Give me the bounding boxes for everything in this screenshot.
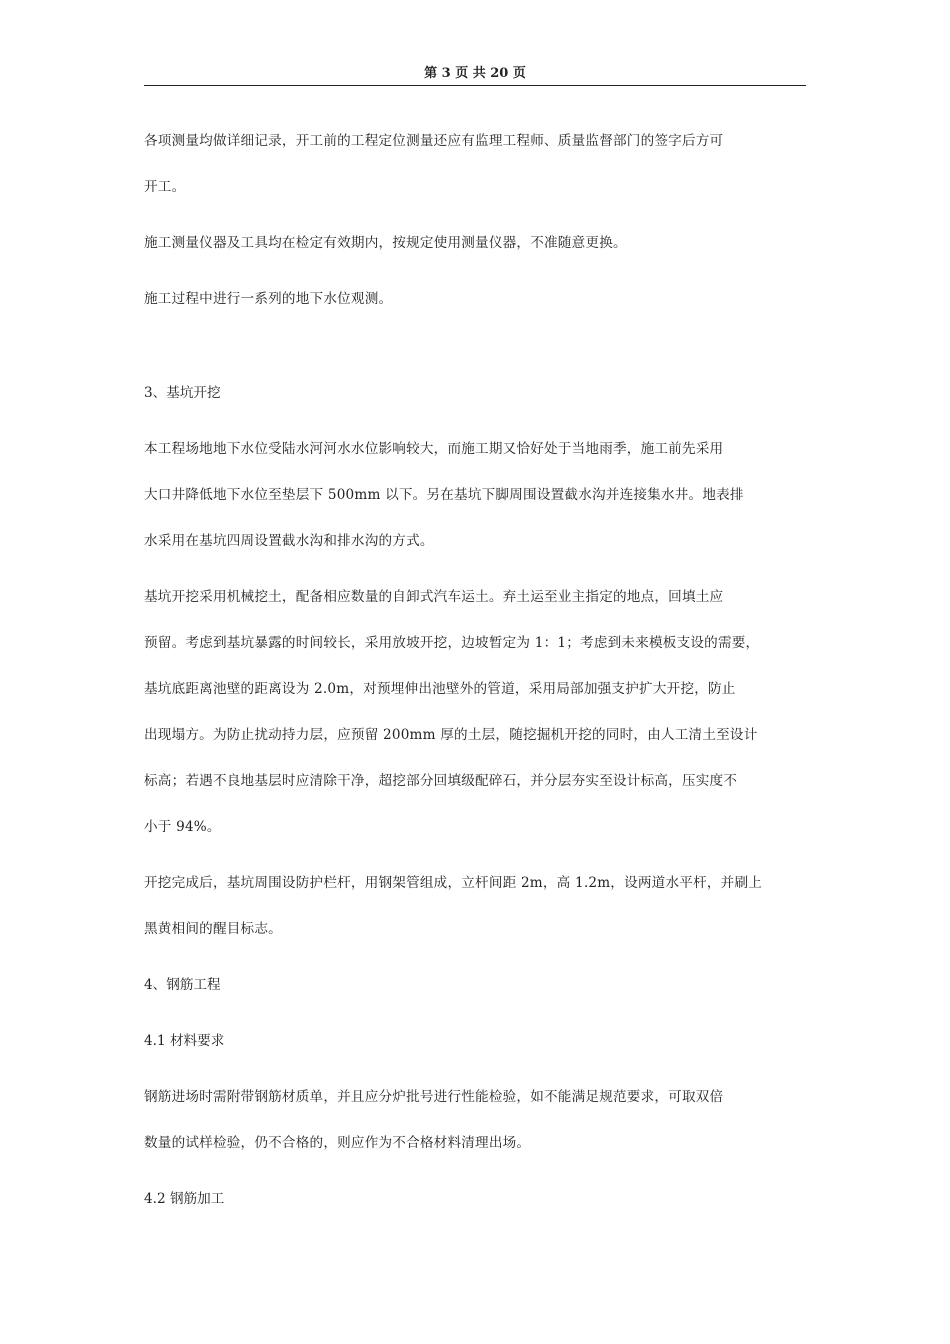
text-line: 数量的试样检验，仍不合格的，则应作为不合格材料清理出场。: [144, 1135, 531, 1151]
document-body: [144, 118, 812, 1232]
subsection-heading-materials: 4.1 材料要求: [144, 1033, 225, 1049]
page-indicator: 第 3 页 共 20 页: [424, 66, 526, 81]
paragraph-survey-records: [144, 118, 812, 210]
text-line: 水采用在基坑四周设置截水沟和排水沟的方式。: [144, 533, 434, 549]
text-line: 施工过程中进行一系列的地下水位观测。: [144, 291, 393, 307]
text-line: 基坑底距离池壁的距离设为 2.0m，对预埋伸出池壁外的管道，采用局部加强支护扩大开挖，防止: [144, 681, 736, 697]
text-line: 出现塌方。为防止扰动持力层，应预留 200mm 厚的土层，随挖掘机开挖的同时，由人工清土至设计: [144, 727, 758, 743]
paragraph-groundwater-observation: [144, 276, 812, 322]
subsection-heading-processing: 4.2 钢筋加工: [144, 1191, 225, 1207]
text-line: 基坑开挖采用机械挖土，配备相应数量的自卸式汽车运土。弃土运至业主指定的地点，回填土应: [144, 589, 724, 605]
paragraph-guardrail: [144, 860, 812, 952]
paragraph-mechanical-excavation: [144, 574, 812, 850]
text-line: 标高；若遇不良地基层时应清除干净，超挖部分回填级配碎石，并分层夯实至设计标高，压实度不: [144, 773, 738, 789]
text-line: 钢筋进场时需附带钢筋材质单，并且应分炉批号进行性能检验，如不能满足规范要求，可取双倍: [144, 1089, 724, 1105]
section-heading-rebar: 4、钢筋工程: [144, 977, 221, 993]
text-line: 各项测量均做详细记录，开工前的工程定位测量还应有监理工程师、质量监督部门的签字后方可: [144, 133, 724, 149]
text-line: 本工程场地地下水位受陆水河河水水位影响较大，而施工期又恰好处于当地雨季，施工前先采用: [144, 441, 724, 457]
paragraph-dewatering: [144, 426, 812, 564]
paragraph-survey-instruments: [144, 220, 812, 266]
section-spacer: [144, 332, 812, 370]
text-line: 开工。: [144, 179, 186, 195]
text-line: 黑黄相间的醒目标志。: [144, 921, 282, 937]
text-line: 大口井降低地下水位至垫层下 500mm 以下。另在基坑下脚周围设置截水沟并连接集水井。地表排: [144, 487, 744, 503]
paragraph-rebar-inspection: [144, 1074, 812, 1166]
section-heading-excavation: 3、基坑开挖: [144, 385, 221, 401]
text-line: 施工测量仪器及工具均在检定有效期内，按规定使用测量仪器，不准随意更换。: [144, 235, 627, 251]
text-line: 小于 94%。: [144, 819, 221, 835]
text-line: 预留。考虑到基坑暴露的时间较长，采用放坡开挖，边坡暂定为 1：1；考虑到未来模板支设的需要，: [144, 635, 760, 651]
text-line: 开挖完成后，基坑周围设防护栏杆，用钢架管组成，立杆间距 2m，高 1.2m，设两道水平杆，并刷上: [144, 875, 763, 891]
page-header: [144, 64, 806, 86]
